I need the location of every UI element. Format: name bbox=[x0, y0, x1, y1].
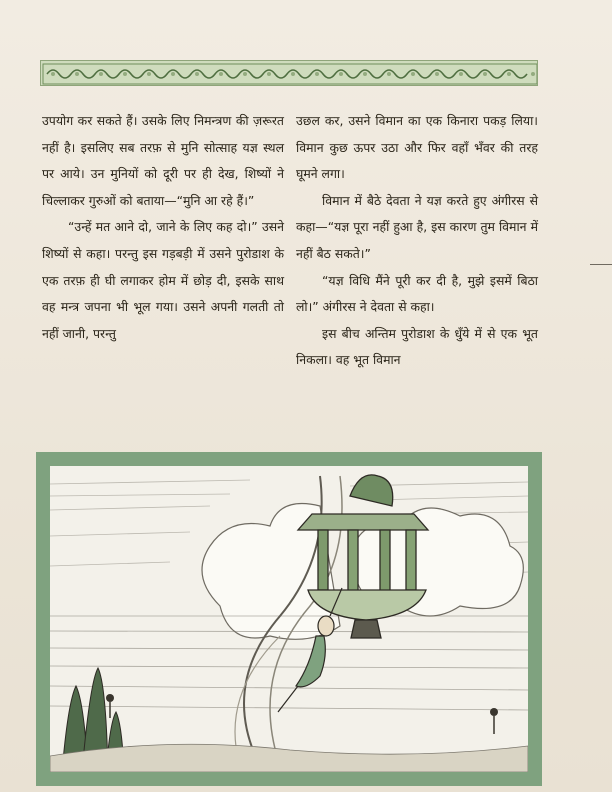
paragraph-1: उपयोग कर सकते हैं। उसके लिए निमन्त्रण की ज़रूरत नहीं है। इसलिए सब तरफ़ से मुनि सोत्साह यज्ञ स्थल पर आये। उन मुनियों को दूरी पर ही देख, शिष्यों ने चिल्लाकर गुरुओं को बताया—“मुनि आ रहे हैं।” bbox=[42, 113, 284, 208]
decorative-border-band bbox=[40, 60, 538, 86]
paragraph-3: उछल कर, उसने विमान का एक किनारा पकड़ लिया। विमान कुछ ऊपर उठा और फिर वहाँ भँवर की तरह घूमने लगा। bbox=[296, 113, 538, 182]
paragraph-2: “उन्हें मत आने दो, जाने के लिए कह दो।” उसने शिष्यों से कहा। परन्तु इस गड़बड़ी में उसने पुरोडाश के एक तरफ़ ही घी लगाकर होम में छोड़ दी, इसके साथ वह मन्त्र जपना भी भूल गया। उसने अपनी गलती तो नहीं जानी, परन्तु bbox=[42, 219, 284, 341]
paragraph-6: इस बीच अन्तिम पुरोडाश के धुँये में से एक भूत निकला। वह भूत विमान bbox=[296, 325, 538, 368]
margin-tick bbox=[590, 264, 612, 265]
illustration-frame bbox=[36, 452, 542, 786]
vimana-illustration-icon bbox=[50, 466, 528, 772]
illustration bbox=[50, 466, 528, 772]
right-text-column bbox=[296, 108, 538, 374]
border-ornament-icon bbox=[41, 61, 538, 86]
paragraph-5: “यज्ञ विधि मैंने पूरी कर दी है, मुझे इसमें बिठा लो।” अंगीरस ने देवता से कहा। bbox=[296, 272, 538, 315]
left-text-column bbox=[42, 108, 284, 347]
paragraph-4: विमान में बैठे देवता ने यज्ञ करते हुए अंगीरस से कहा—“यज्ञ पूरा नहीं हुआ है, इस कारण तुम विमान में नहीं बैठ सकते।” bbox=[296, 192, 538, 261]
